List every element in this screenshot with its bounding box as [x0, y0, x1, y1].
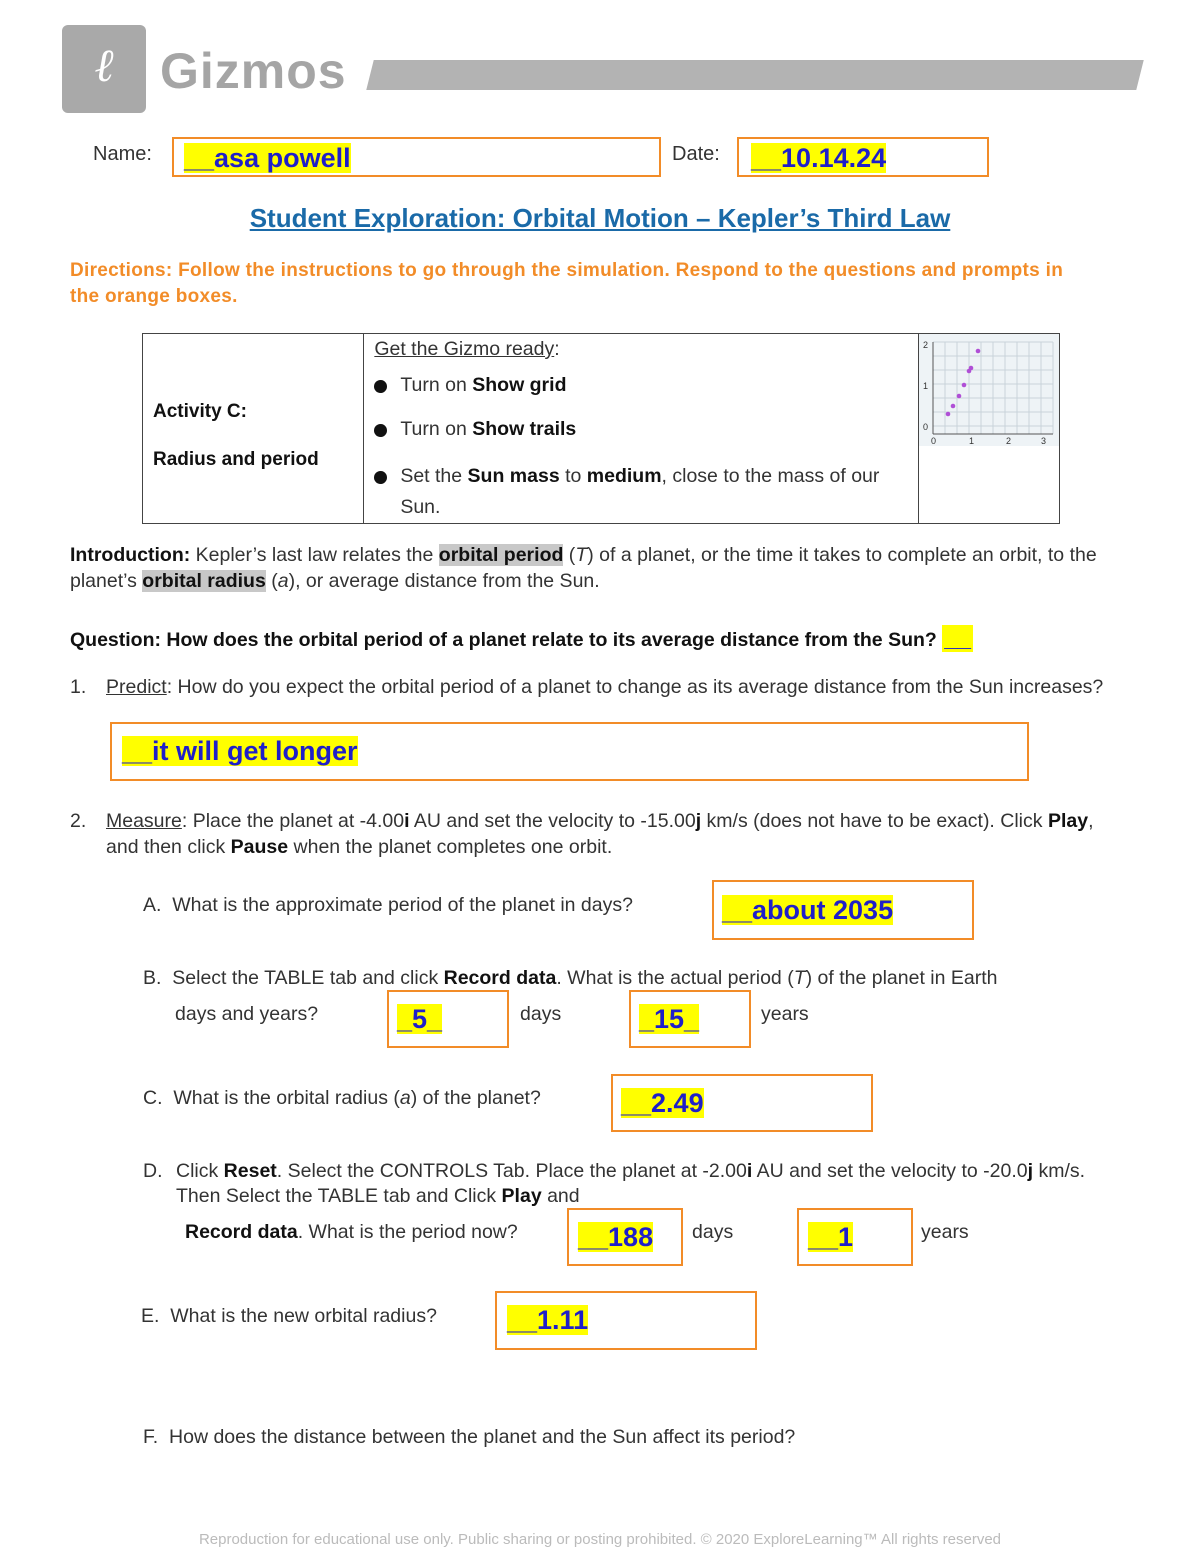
q2c-answer-box[interactable]	[611, 1074, 873, 1132]
q2a-answer: __about 2035	[722, 895, 894, 925]
thumb-x-tick: 0	[930, 436, 936, 446]
q2d-line3: Record data. What is the period now?	[185, 1221, 518, 1243]
q2d-years-answer: __1	[808, 1222, 854, 1252]
q2a: A. What is the approximate period of the planet in days?	[143, 894, 633, 916]
q2b-days-answer: _5_	[397, 1004, 443, 1034]
thumb-x-tick: 3	[1040, 436, 1046, 446]
date-field[interactable]	[737, 137, 989, 177]
page-title: Student Exploration: Orbital Motion – Kepler’s Third Law	[249, 203, 951, 233]
question-answer: __	[944, 625, 971, 652]
bullet-item: Set the Sun mass to medium, close to the mass of our Sun.	[374, 461, 908, 523]
q2d-days-label: days	[692, 1221, 734, 1243]
activity-title-cell	[143, 334, 364, 524]
date-label: Date:	[672, 143, 720, 165]
q2b: B. Select the TABLE tab and click Record data. What is the actual period (T) of the planet in Earth	[143, 967, 998, 989]
q2: 2. Measure: Place the planet at -4.00i AU and set the velocity to -15.00j km/s (does not have to be exact). Click Play, and then click Pause when the planet completes one orbit.	[70, 810, 1094, 858]
q2e-answer-box[interactable]	[495, 1291, 757, 1350]
activity-heading: Activity C:	[153, 400, 247, 422]
q2b-line2: days and years?	[175, 1003, 319, 1025]
thumb-y-tick: 2	[922, 340, 928, 350]
q2e-answer: __1.11	[507, 1305, 589, 1335]
orbit-graph-thumbnail	[919, 334, 1059, 446]
bullet-item: Turn on Show grid	[374, 373, 908, 398]
q2d-days-box[interactable]	[567, 1208, 683, 1266]
q2b-years-box[interactable]	[629, 990, 751, 1048]
introduction: Introduction: Kepler’s last law relates the orbital period (T) of a planet, or the time it takes to complete an orbit, to the planet’s orbital radius (a), or average distance from the Sun.	[70, 544, 1097, 592]
name-value: __asa powell	[184, 143, 351, 173]
q2f: F. How does the distance between the planet and the Sun affect its period?	[143, 1426, 796, 1448]
ready-colon: :	[554, 338, 560, 360]
q2a-answer-box[interactable]	[712, 880, 974, 940]
bullet-item: Turn on Show trails	[374, 417, 908, 442]
name-label: Name:	[93, 143, 152, 165]
logo-glyph: ℓ	[94, 38, 114, 92]
question: Question: How does the orbital period of a planet relate to its average distance from the Sun? __	[70, 625, 971, 652]
q2c-answer: __2.49	[621, 1088, 704, 1118]
q2d: D. Click Reset. Select the CONTROLS Tab. Place the planet at -2.00i AU and set the velocity to -20.0j km/s. Then Select the TABLE tab and Click Play and	[143, 1160, 1086, 1207]
q2d-years-box[interactable]	[797, 1208, 913, 1266]
q2c: C. What is the orbital radius (a) of the planet?	[143, 1087, 541, 1109]
bullet-icon	[374, 424, 387, 437]
q1: 1. Predict: How do you expect the orbital period of a planet to change as its average distance from the Sun increases?	[70, 676, 1104, 698]
thumb-x-tick: 1	[968, 436, 974, 446]
thumb-x-tick: 2	[1005, 436, 1011, 446]
q2b-days-label: days	[520, 1003, 562, 1025]
date-value: __10.14.24	[751, 143, 887, 173]
activity-thumbnail-cell	[918, 334, 1059, 524]
q2d-days-answer: __188	[578, 1222, 654, 1252]
activity-subheading: Radius and period	[153, 448, 319, 470]
q2b-days-box[interactable]	[387, 990, 509, 1048]
q2d-years-label: years	[921, 1221, 969, 1243]
logo-text: Gizmos	[160, 43, 347, 99]
activity-table	[142, 333, 1060, 524]
thumb-y-tick: 1	[922, 381, 928, 391]
name-field[interactable]	[172, 137, 661, 177]
thumb-y-tick: 0	[922, 422, 928, 432]
q1-answer-box[interactable]	[110, 722, 1029, 781]
ready-heading: Get the Gizmo ready	[374, 338, 555, 360]
q1-answer: __it will get longer	[122, 736, 358, 766]
q2e: E. What is the new orbital radius?	[141, 1305, 437, 1327]
activity-instructions-cell	[364, 334, 919, 524]
header-bar	[366, 60, 1143, 90]
footer: Reproduction for educational use only. Public sharing or posting prohibited. © 2020 ExploreLearning™ All rights reserved	[198, 1531, 1002, 1548]
q2b-years-label: years	[761, 1003, 809, 1025]
bullet-icon	[374, 380, 387, 393]
bullet-icon	[374, 471, 387, 484]
q2b-years-answer: _15_	[639, 1004, 700, 1034]
directions: Directions: Follow the instructions to go through the simulation. Respond to the questions and prompts in the orange boxes.	[70, 260, 1064, 307]
